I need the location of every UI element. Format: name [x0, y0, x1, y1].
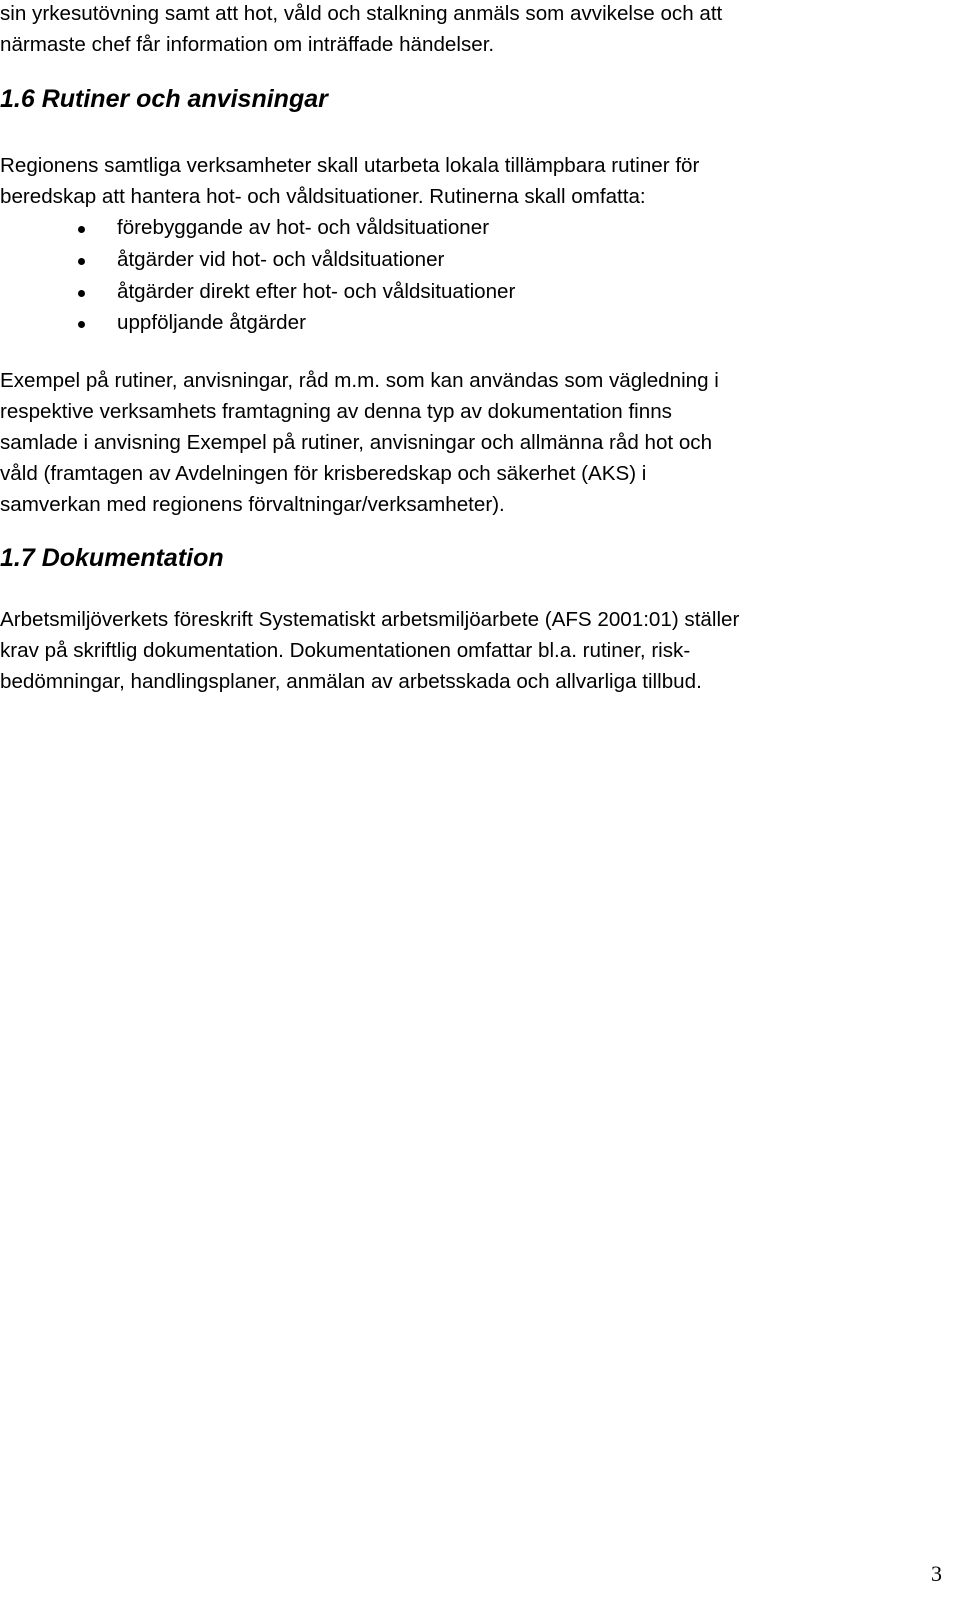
intro-line-1: sin yrkesutövning samt att hot, våld och stalkning anmäls som avvikelse och att [0, 2, 723, 25]
bullet-text: åtgärder direkt efter hot- och våldsituationer [117, 280, 516, 303]
paragraph-examples-line-4: våld (framtagen av Avdelningen för krisberedskap och säkerhet (AKS) i [0, 462, 647, 485]
bullet-icon [78, 290, 85, 297]
section-heading-1-6: 1.6 Rutiner och anvisningar [0, 85, 328, 113]
paragraph-1-6-line-1: Regionens samtliga verksamheter skall utarbeta lokala tillämpbara rutiner för [0, 154, 700, 177]
bullet-text: förebyggande av hot- och våldsituationer [117, 216, 490, 239]
paragraph-1-7-line-3: bedömningar, handlingsplaner, anmälan av arbetsskada och allvarliga tillbud. [0, 670, 702, 693]
page-number: 3 [931, 1561, 942, 1586]
bullet-icon [78, 226, 85, 233]
intro-line-2: närmaste chef får information om inträffade händelser. [0, 33, 495, 56]
bullet-text: åtgärder vid hot- och våldsituationer [117, 248, 445, 271]
paragraph-1-6-line-2: beredskap att hantera hot- och våldsituationer. Rutinerna skall omfatta: [0, 185, 646, 208]
paragraph-examples-line-5: samverkan med regionens förvaltningar/verksamheter). [0, 493, 505, 516]
paragraph-examples-line-1: Exempel på rutiner, anvisningar, råd m.m. som kan användas som vägledning i [0, 369, 719, 392]
paragraph-1-7-line-2: krav på skriftlig dokumentation. Dokumentationen omfattar bl.a. rutiner, risk- [0, 639, 691, 662]
paragraph-examples-line-2: respektive verksamhets framtagning av denna typ av dokumentation finns [0, 400, 672, 423]
paragraph-1-7-line-1: Arbetsmiljöverkets föreskrift Systematiskt arbetsmiljöarbete (AFS 2001:01) ställer [0, 608, 740, 631]
paragraph-examples-line-3: samlade i anvisning Exempel på rutiner, anvisningar och allmänna råd hot och [0, 431, 713, 454]
bullet-icon [78, 321, 85, 328]
bullet-text: uppföljande åtgärder [117, 311, 306, 334]
section-heading-1-7: 1.7 Dokumentation [0, 544, 224, 572]
bullet-icon [78, 258, 85, 265]
